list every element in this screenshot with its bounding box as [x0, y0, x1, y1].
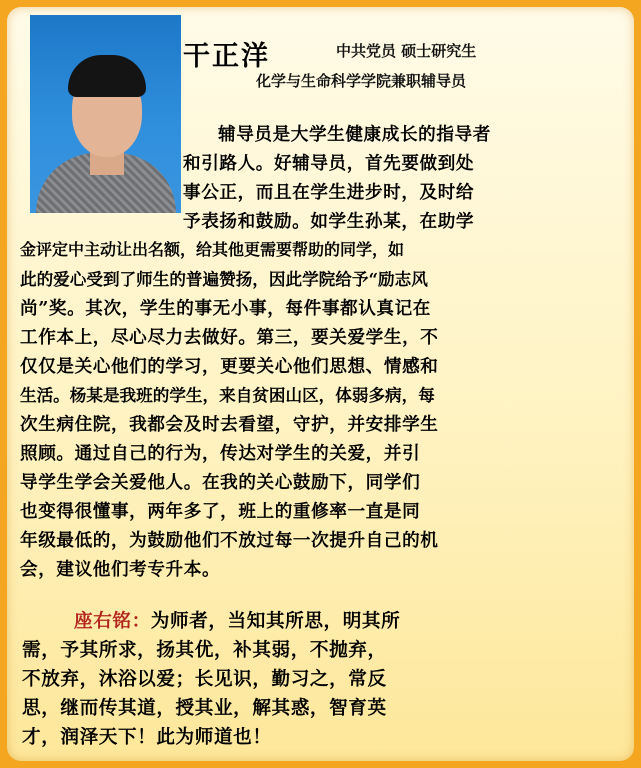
portrait-photo [30, 15, 181, 213]
motto-line: 思，继而传其道，授其业，解其惑，智育英 [22, 698, 387, 719]
motto-line: 需，予其所求，扬其优，补其弱，不抛弃， [22, 640, 387, 661]
body-line: 导学生学会关爱他人。在我的关心鼓励下，同学们 [20, 472, 421, 493]
motto-line: 为师者，当知其所思，明其所 [150, 611, 401, 632]
person-titles: 中共党员 硕士研究生 [336, 42, 477, 60]
person-name: 干正洋 [183, 41, 270, 72]
body-line: 金评定中主动让出名额，给其他更需要帮助的同学，如 [20, 240, 405, 259]
body-line: 此的爱心受到了师生的普遍赞扬，因此学院给予“励志风 [20, 269, 428, 289]
portrait-hair [68, 55, 146, 97]
motto-first-line [74, 607, 400, 633]
body-line: 会，建议他们考专升本。 [20, 559, 221, 580]
body-line: 予表扬和鼓励。如学生孙某，在助学 [183, 211, 475, 232]
person-position: 化学与生命科学学院兼职辅导员 [256, 72, 467, 90]
motto-label: 座右铭： [74, 611, 151, 632]
body-line: 也变得很懂事，两年多了，班上的重修率一直是同 [20, 501, 421, 522]
body-line: 照顾。通过自己的行为，传达对学生的关爱，并引 [20, 443, 421, 464]
body-line: 和引路人。好辅导员，首先要做到处 [183, 153, 475, 174]
body-line: 仅仅是关心他们的学习，更要关心他们思想、情感和 [20, 356, 439, 377]
body-line: 尚”奖。其次，学生的事无小事，每件事都认真记在 [20, 298, 431, 319]
body-line: 工作本上，尽心尽力去做好。第三，要关爱学生，不 [20, 327, 439, 348]
motto-line: 不放弃，沐浴以爱；长见识，勤习之，常反 [22, 669, 387, 690]
body-line: 次生病住院，我都会及时去看望，守护，并安排学生 [20, 414, 439, 435]
body-line: 事公正，而且在学生进步时，及时给 [183, 182, 475, 203]
body-line: 生活。杨某是我班的学生，来自贫困山区，体弱多病，每 [20, 385, 435, 405]
body-line: 辅导员是大学生健康成长的指导者 [218, 124, 491, 145]
body-line: 年级最低的，为鼓励他们不放过每一次提升自己的机 [20, 530, 439, 551]
motto-line: 才，润泽天下！此为师道也！ [22, 727, 272, 748]
